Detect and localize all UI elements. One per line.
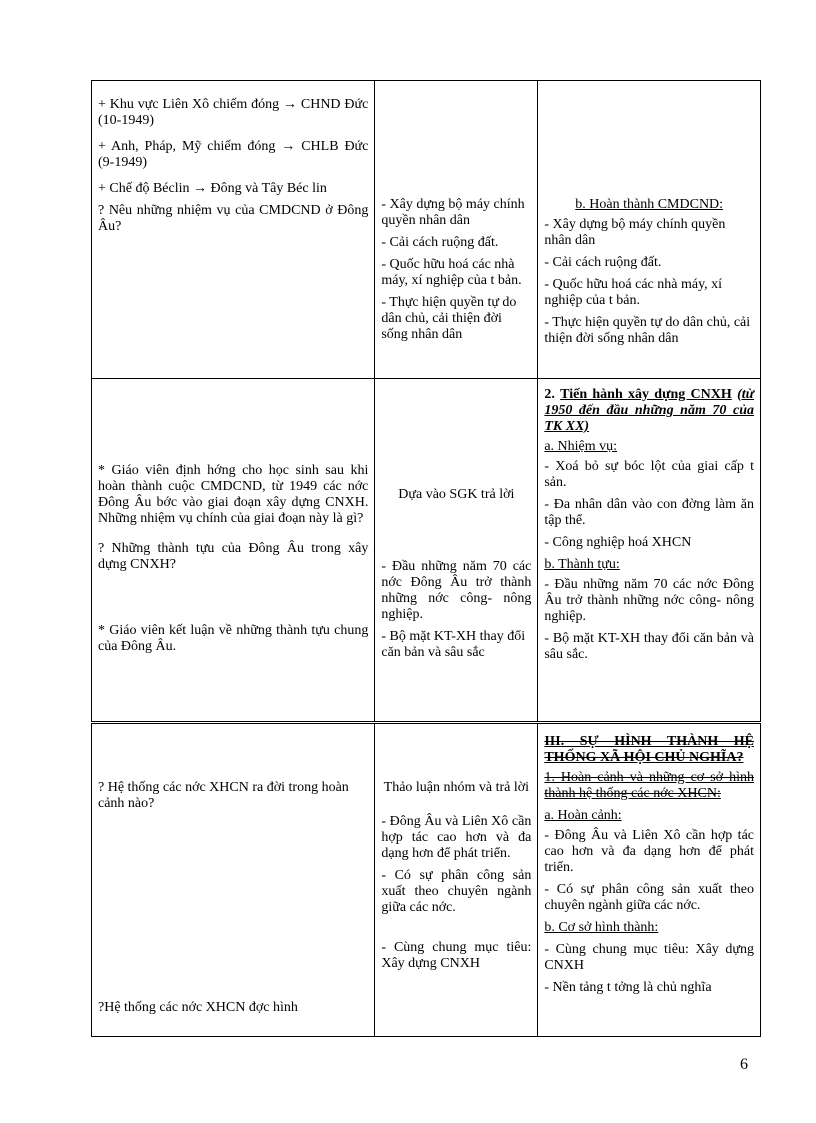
cell-text: Dựa vào SGK trả lời [398,487,515,502]
cell-text: - Cùng chung mục tiêu: Xây dựng CNXH [381,940,532,971]
cell-text: ? Hệ thống các nớc XHCN ra đời trong hoàn cảnh nào? [98,780,349,811]
cell-text: ? Nêu những nhiệm vụ của CMDCND ở Đông Âu? [98,203,369,234]
cell-text: ? Những thành tựu của Đông Âu trong xây dựng CNXH? [98,541,369,572]
lesson-table [91,80,761,1037]
student-activity-cell [375,81,538,379]
cell-text: - Nền tảng t tởng là chủ nghĩa [544,980,712,995]
cell-text: - Quốc hữu hoá các nhà máy, xí nghiệp của t bản. [381,257,522,288]
cell-text: - Cải cách ruộng đất. [381,235,499,250]
teacher-activity-cell [92,379,375,723]
section-title: III. SỰ HÌNH THÀNH HỆ THỐNG XÃ HỘI CHỦ NGHĨA? [544,734,754,765]
cell-text: ?Hệ thống các nớc XHCN đợc hình [98,1000,298,1015]
content-cell [538,723,761,1037]
cell-text: - Đầu những năm 70 các nớc Đông Âu trở thành những nớc công- nông nghiệp. [544,577,754,624]
content-cell [538,379,761,723]
cell-text: - Công nghiệp hoá XHCN [544,535,692,550]
cell-text: - Cùng chung mục tiêu: Xây dựng CNXH [544,942,754,973]
cell-text: - Đông Âu và Liên Xô cần hợp tác cao hơn và đa dạng hơn để phát triển. [381,814,532,861]
section-heading: b. Hoàn thành CMDCND: [575,197,724,212]
cell-text: - Đầu những năm 70 các nớc Đông Âu trở thành những nớc công- nông nghiệp. [381,559,532,622]
cell-text: + Anh, Pháp, Mỹ chiếm đóng → CHLB Đức (9-1949) [98,139,369,170]
cell-text: * Giáo viên định hớng cho học sinh sau khi hoàn thành cuộc CMDCND, từ 1949 các nớc Đông Âu bớc vào giai đoạn xây dựng CNXH. Những nhiệm vụ chính của giai đoạn này là gì? [98,463,369,526]
teacher-activity-cell [92,81,375,379]
section-title [544,387,754,435]
cell-text: - Cải cách ruộng đất. [544,255,662,270]
table-row [92,379,761,723]
cell-text: - Có sự phân công sản xuất theo chuyên ngành giữa các nớc. [544,882,754,913]
cell-text: - Thực hiện quyền tự do dân chủ, cải thiện đời sống nhân dân [381,295,517,342]
table-row [92,723,761,1037]
cell-text: - Xây dựng bộ máy chính quyền nhân dân [544,217,726,248]
cell-text: - Đa nhân dân vào con đờng làm ăn tập thể. [544,497,754,528]
page-number: 6 [740,1056,748,1073]
subsection-heading: b. Thành tựu: [544,557,620,572]
teacher-activity-cell [92,723,375,1037]
cell-text: - Bộ mặt KT-XH thay đổi căn bản và sâu sắc [381,629,526,660]
cell-text: + Khu vực Liên Xô chiếm đóng → CHND Đức (10-1949) [98,97,369,128]
cell-text: + Chế độ Béclin → Đông và Tây Béc lin [98,181,327,196]
cell-text: - Đông Âu và Liên Xô cần hợp tác cao hơn và đa dạng hơn để phát triển. [544,828,754,875]
cell-text: * Giáo viên kết luận về những thành tựu chung của Đông Âu. [98,623,369,654]
cell-text: - Có sự phân công sản xuất theo chuyên ngành giữa các nớc. [381,868,532,915]
subsection-heading: a. Hoàn cảnh: [544,808,622,823]
subsection-heading: 1. Hoàn cảnh và những cơ sở hình thành hệ thống các nớc XHCN: [544,770,754,801]
cell-text: - Xây dựng bộ máy chính quyền nhân dân [381,197,525,228]
cell-text: - Xoá bỏ sự bóc lột của giai cấp t sản. [544,459,754,490]
student-activity-cell [375,723,538,1037]
section-title-sub: (từ 1950 đến đầu những năm 70 của TK XX) [544,387,755,434]
section-number: 2. [544,387,555,402]
cell-text: Thảo luận nhóm và trả lời [383,780,530,795]
subsection-heading: a. Nhiệm vụ: [544,439,618,454]
cell-text: - Bộ mặt KT-XH thay đổi căn bản và sâu sắc. [544,631,754,662]
student-activity-cell [375,379,538,723]
content-cell [538,81,761,379]
table-row [92,81,761,379]
subsection-heading: b. Cơ sở hình thành: [544,920,659,935]
cell-text: - Quốc hữu hoá các nhà máy, xí nghiệp của t bản. [544,277,723,308]
cell-text: - Thực hiện quyền tự do dân chủ, cải thiện đời sống nhân dân [544,315,751,346]
section-title-text: Tiến hành xây dựng CNXH [560,387,732,402]
